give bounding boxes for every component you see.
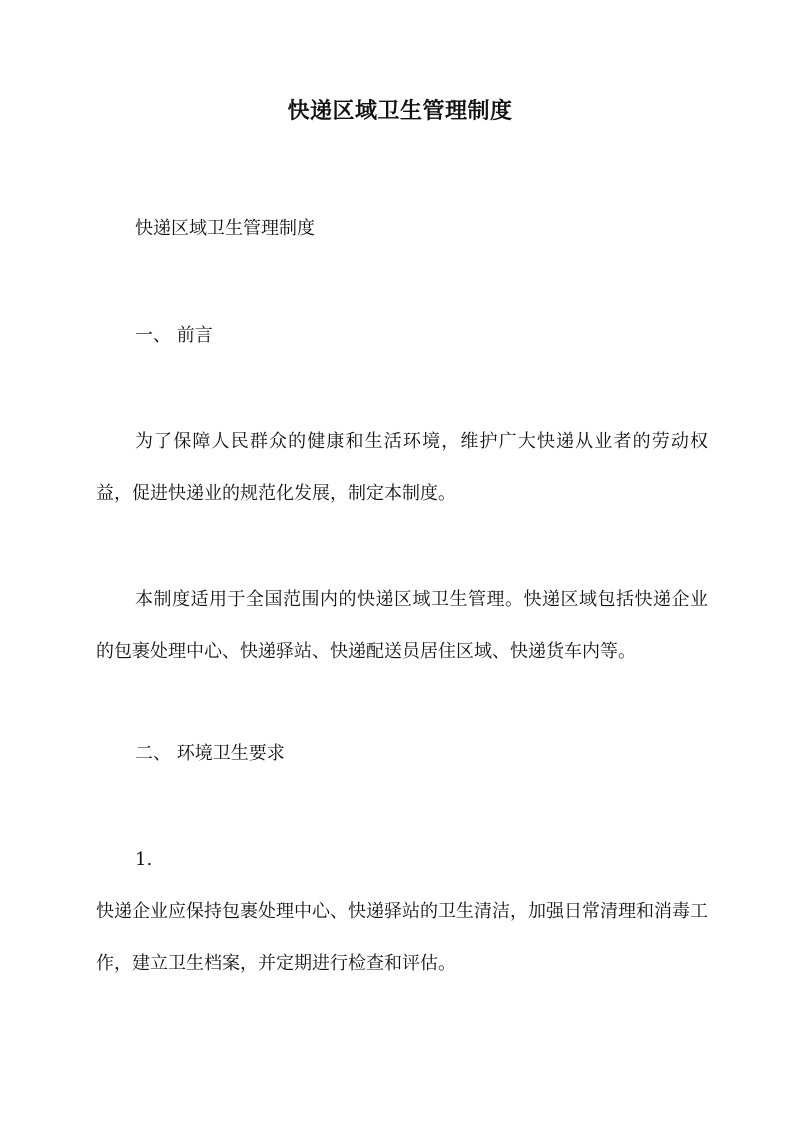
- paragraph-purpose: 为了保障人民群众的健康和生活环境，维护广大快递从业者的劳动权益，促进快递业的规范化发展，制定本制度。: [96, 431, 708, 504]
- list-item-number: 1.: [135, 849, 153, 870]
- section-heading-environment: 二、 环境卫生要求: [135, 743, 285, 764]
- paragraph-scope: 本制度适用于全国范围内的快递区域卫生管理。快递区域包括快递企业的包裹处理中心、快递驿站、快递配送员居住区域、快递货车内等。: [96, 589, 708, 662]
- list-item-text: 快递企业应保持包裹处理中心、快递驿站的卫生清洁，加强日常清理和消毒工作，建立卫生档案，并定期进行检查和评估。: [96, 901, 708, 974]
- document-title: 快递区域卫生管理制度: [287, 98, 513, 124]
- section-heading-preface: 一、 前言: [135, 325, 213, 346]
- document-subtitle: 快递区域卫生管理制度: [135, 218, 315, 239]
